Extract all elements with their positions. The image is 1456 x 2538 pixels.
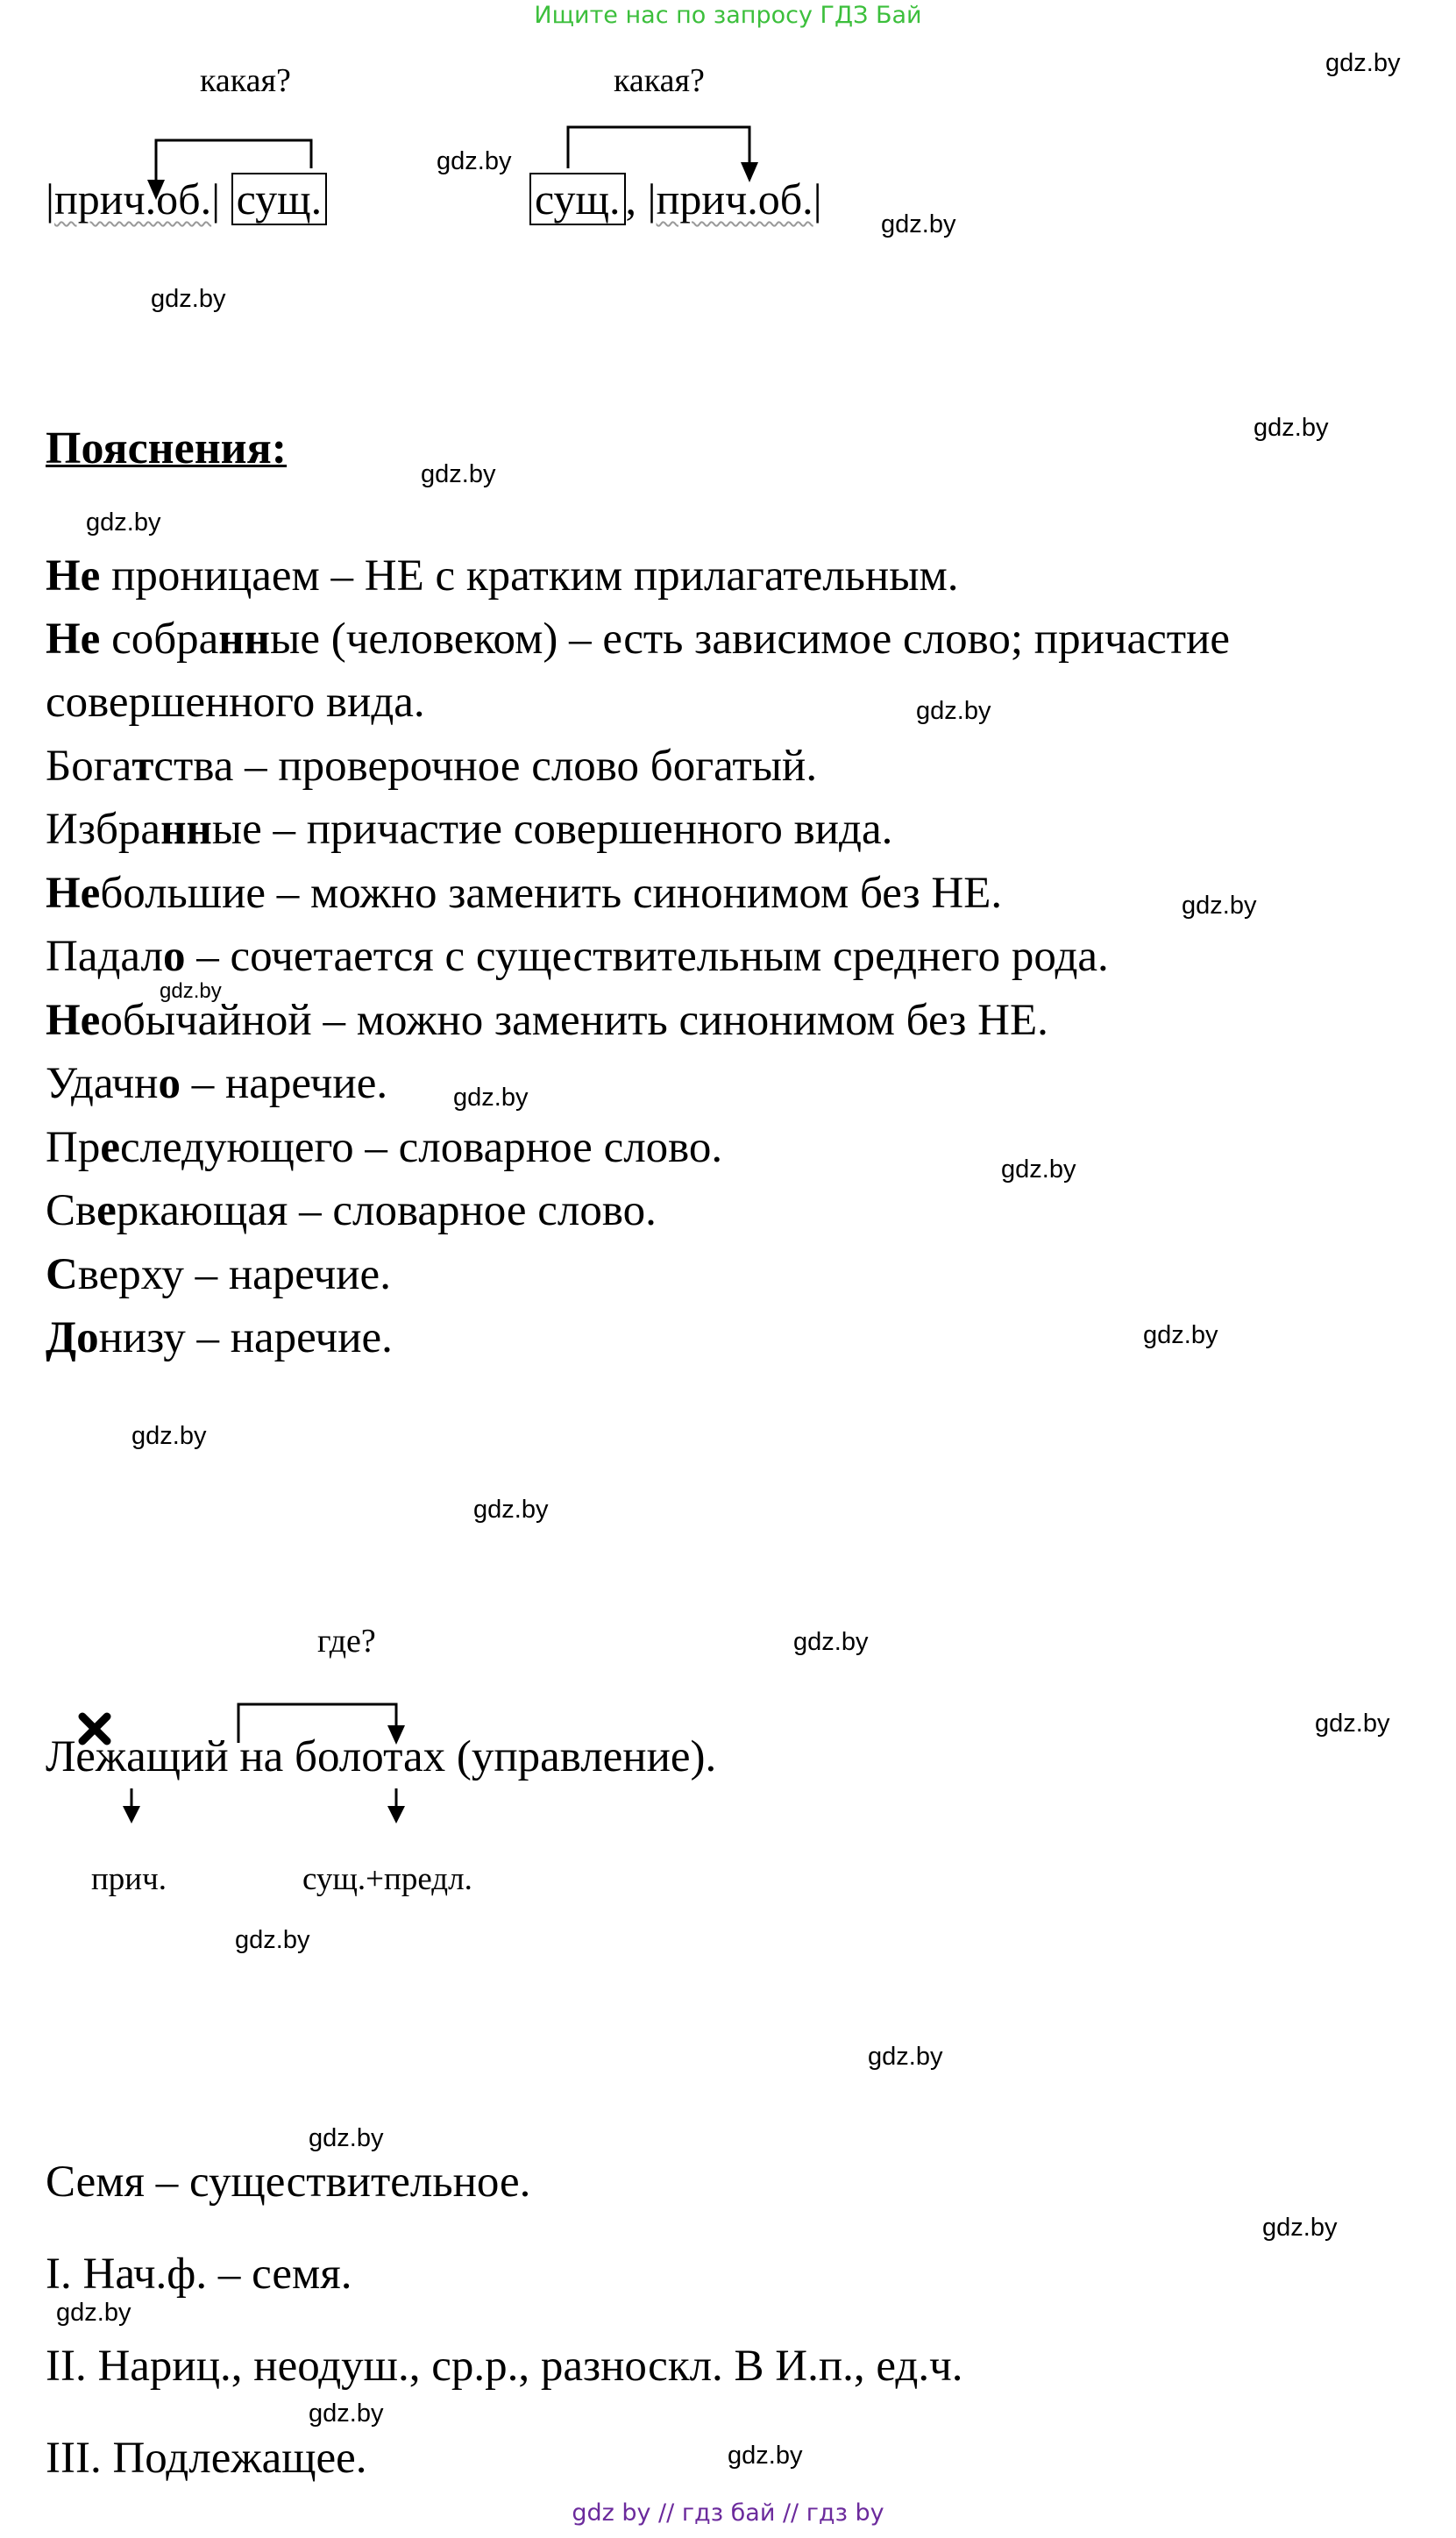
bar-left-2: | bbox=[211, 174, 221, 224]
explanation-line: Удачно – наречие. bbox=[46, 1059, 388, 1108]
watermark: gdz.by bbox=[1254, 414, 1329, 442]
participle-label: прич.об. bbox=[54, 174, 212, 224]
top-search-banner[interactable]: Ищите нас по запросу ГДЗ Бай bbox=[534, 2, 922, 29]
explanation-line: Небольшие – можно заменить синонимом без НЕ. bbox=[46, 869, 1003, 918]
watermark: gdz.by bbox=[728, 2442, 803, 2470]
explanation-line: Сверкающая – словарное слово. bbox=[46, 1186, 657, 1235]
comma: , bbox=[625, 174, 637, 224]
scheme1-right-diagram bbox=[529, 174, 822, 224]
watermark: gdz.by bbox=[151, 285, 226, 313]
bottom-links-banner[interactable]: gdz by // гдз бай // гдз by bbox=[572, 2499, 884, 2527]
watermark: gdz.by bbox=[868, 2043, 943, 2071]
watermark: gdz.by bbox=[1325, 49, 1401, 77]
watermark: gdz.by bbox=[1001, 1155, 1076, 1184]
watermark: gdz.by bbox=[86, 508, 161, 537]
watermark: gdz.by bbox=[881, 210, 956, 238]
question-label-left: какая? bbox=[200, 62, 291, 99]
watermark: gdz.by bbox=[916, 697, 991, 725]
label-noun-preposition: сущ.+предл. bbox=[302, 1861, 472, 1897]
morph-title: Семя – существительное. bbox=[46, 2158, 531, 2207]
watermark: gdz.by bbox=[473, 1496, 549, 1524]
morph-item: III. Подлежащее. bbox=[46, 2434, 367, 2483]
morph-item: II. Нариц., неодуш., ср.р., разноскл. В И.п., ед.ч. bbox=[46, 2342, 963, 2391]
watermark: gdz.by bbox=[437, 147, 512, 175]
watermark: gdz.by bbox=[421, 460, 496, 488]
explanation-line: Не собранные (человеком) – есть зависимое слово; причастие bbox=[46, 615, 1231, 664]
label-participle: прич. bbox=[91, 1861, 167, 1897]
watermark: gdz.by bbox=[131, 1422, 207, 1450]
watermark: gdz.by bbox=[309, 2399, 384, 2428]
explanation-line: Необычайной – можно заменить синонимом без НЕ. bbox=[46, 996, 1048, 1045]
explanation-line: Падало – сочетается с существительным среднего рода. bbox=[46, 932, 1109, 981]
scheme2-sentence: Лежащий на болотах (управление). bbox=[46, 1732, 717, 1781]
down-arrowhead-noun bbox=[387, 1806, 405, 1824]
watermark: gdz.by bbox=[1315, 1710, 1390, 1738]
noun-box: сущ. bbox=[529, 173, 626, 225]
watermark: gdz.by bbox=[235, 1926, 310, 1954]
bar-left-1: | bbox=[46, 174, 55, 224]
explanations-heading: Пояснения: bbox=[46, 423, 288, 473]
question-label-right: какая? bbox=[614, 62, 705, 99]
noun-box: сущ. bbox=[231, 173, 328, 225]
bar-right-2: | bbox=[813, 174, 822, 224]
scheme1-right-connector bbox=[568, 127, 749, 171]
down-arrowhead-participle bbox=[123, 1806, 140, 1824]
watermark: gdz.by bbox=[56, 2299, 131, 2327]
explanation-line: Сверху – наречие. bbox=[46, 1250, 391, 1299]
watermark: gdz.by bbox=[1262, 2214, 1338, 2242]
morph-item: I. Нач.ф. – семя. bbox=[46, 2250, 352, 2299]
participle-label: прич.об. bbox=[656, 174, 813, 224]
question-where: где? bbox=[317, 1623, 376, 1660]
bar-right-1: | bbox=[647, 174, 657, 224]
watermark: gdz.by bbox=[453, 1084, 529, 1112]
watermark: gdz.by bbox=[309, 2124, 384, 2152]
explanation-line: Избранные – причастие совершенного вида. bbox=[46, 805, 893, 854]
watermark: gdz.by bbox=[793, 1628, 869, 1656]
watermark: gdz.by bbox=[1182, 892, 1257, 920]
explanation-line: Не проницаем – НЕ с кратким прилагательным. bbox=[46, 551, 959, 601]
explanation-line: Богатства – проверочное слово богатый. bbox=[46, 742, 818, 791]
explanation-line: Донизу – наречие. bbox=[46, 1313, 393, 1362]
watermark: gdz.by bbox=[160, 979, 222, 1003]
explanation-line: совершенного вида. bbox=[46, 678, 425, 727]
scheme1-left-diagram bbox=[46, 174, 327, 224]
explanation-line: Преследующего – словарное слово. bbox=[46, 1123, 723, 1172]
watermark: gdz.by bbox=[1143, 1321, 1218, 1349]
